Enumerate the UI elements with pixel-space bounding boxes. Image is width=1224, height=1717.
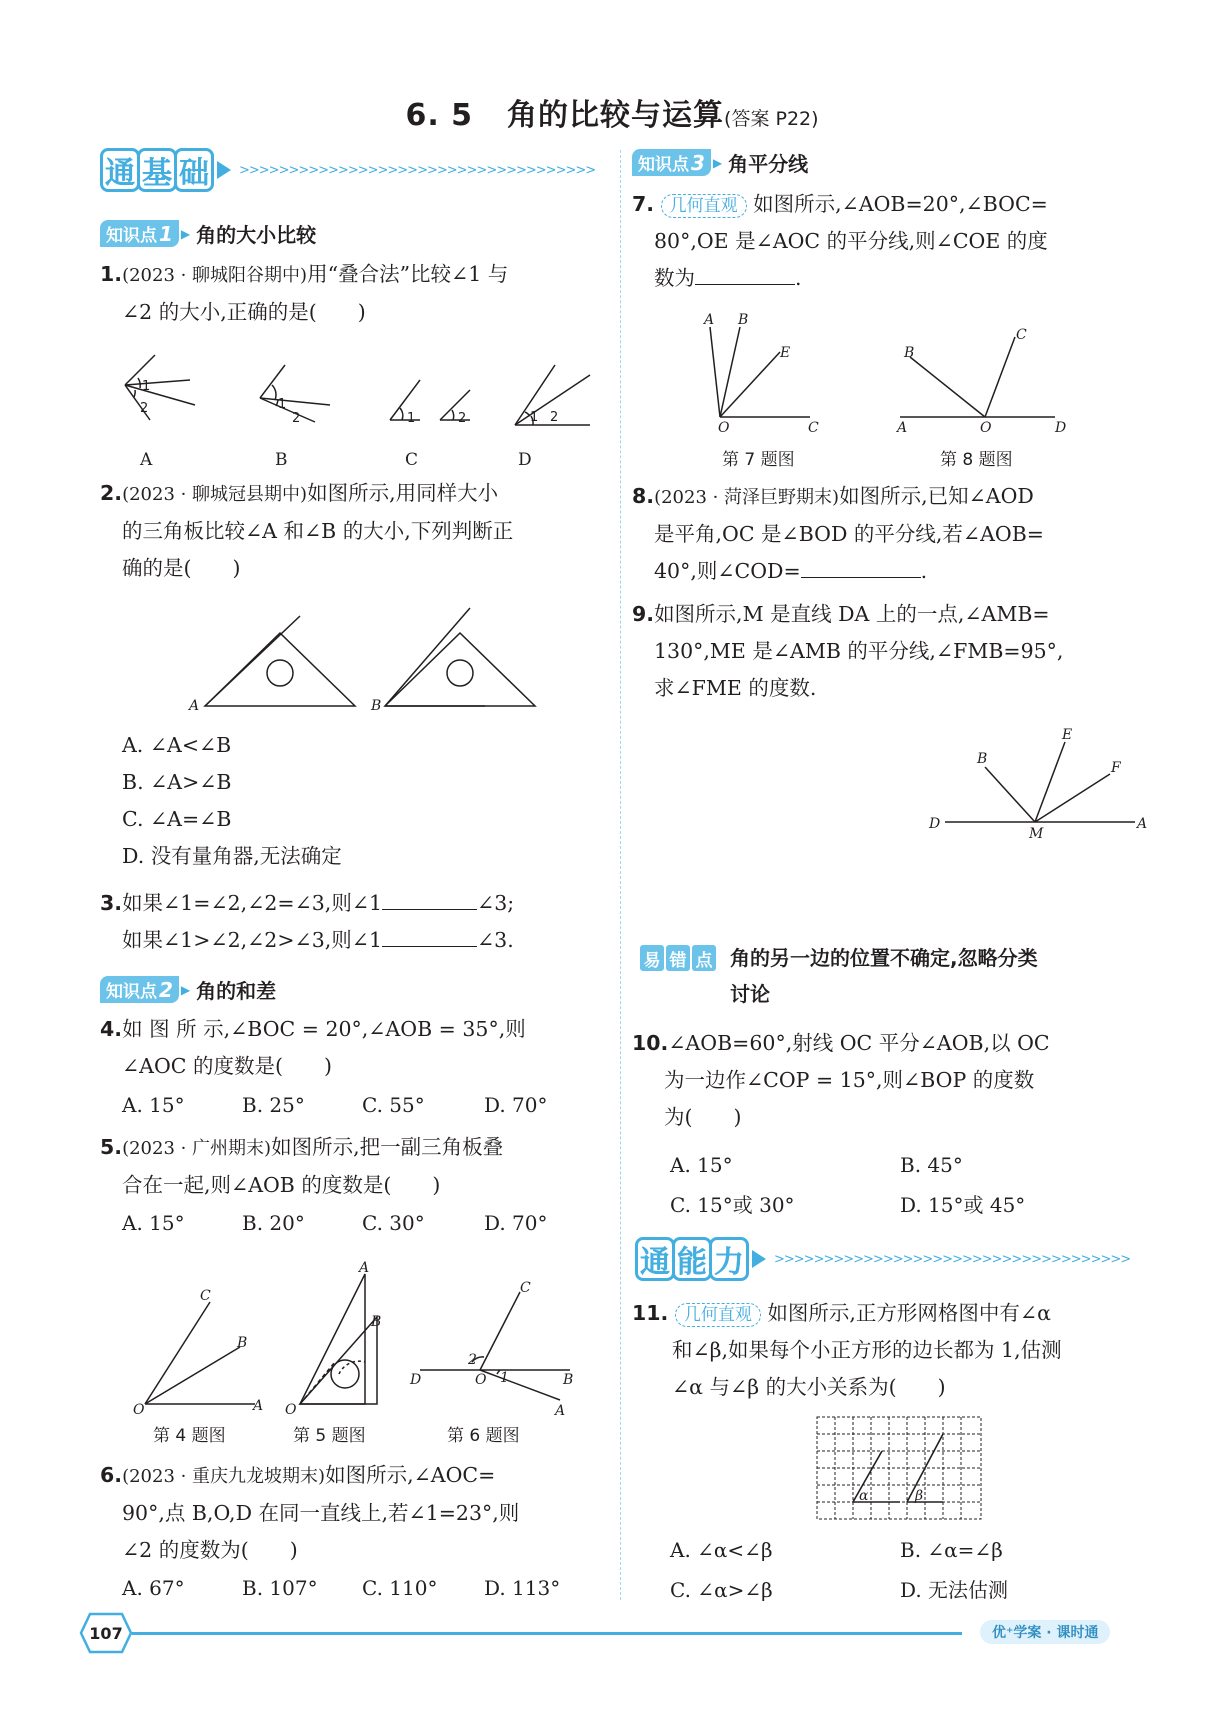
section-title: 角的比较与运算	[507, 98, 725, 133]
question-10	[632, 1025, 1142, 1136]
option-a[interactable]: A. 15°	[122, 1211, 185, 1235]
knowledge-point-1	[100, 219, 316, 248]
svg-text:O: O	[133, 1402, 145, 1418]
figure-caption: 第 4 题图	[153, 1426, 226, 1446]
q9-figure	[925, 722, 1148, 842]
question-text: 如图所示,把一副三角板叠	[271, 1135, 504, 1159]
q11-options	[670, 1530, 1008, 1610]
kp-number: 2	[159, 977, 173, 1002]
banner-char: 能	[672, 1237, 712, 1281]
question-text: 130°,ME 是∠AMB 的平分线,∠FMB=95°,	[654, 639, 1064, 663]
answer-reference: (答案 P22)	[724, 108, 819, 130]
svg-text:2: 2	[550, 410, 559, 425]
question-6	[100, 1457, 610, 1569]
option-b[interactable]: B. 25°	[242, 1093, 305, 1117]
q6-options	[122, 1576, 560, 1600]
figure-option-label: C	[405, 450, 419, 470]
play-arrow-icon: ▶	[180, 982, 191, 997]
brand-logo: 优⁺学案 · 课时通	[980, 1620, 1110, 1644]
question-text: 为一边作∠COP = 15°,则∠BOP 的度数	[664, 1068, 1035, 1092]
option-a[interactable]: A. 15°	[122, 1093, 185, 1117]
q1-figure	[120, 350, 610, 470]
question-text: 40°,则∠COD=	[654, 559, 801, 583]
kp-title: 角的大小比较	[196, 223, 317, 247]
q10-options	[670, 1145, 1025, 1225]
question-9	[632, 596, 1142, 707]
q5-options	[122, 1211, 548, 1235]
figures-7-8	[700, 312, 1080, 437]
banner-arrow-icon	[752, 1250, 766, 1268]
svg-text:1: 1	[142, 379, 151, 394]
svg-text:A: A	[253, 1398, 264, 1414]
svg-text:B: B	[371, 1314, 382, 1330]
option-d[interactable]: D. 15°或 45°	[900, 1193, 1026, 1217]
question-4	[100, 1011, 610, 1085]
question-source: (2023 · 聊城阳谷期中)	[122, 265, 308, 286]
svg-text:E: E	[1062, 727, 1073, 743]
question-text: ∠AOB=60°,射线 OC 平分∠AOB,以 OC	[668, 1031, 1050, 1055]
skill-tag: 几何直观	[661, 194, 747, 218]
svg-text:D: D	[410, 1372, 422, 1388]
question-text: 80°,OE 是∠AOC 的平分线,则∠COE 的度	[654, 229, 1048, 253]
svg-text:C: C	[200, 1288, 211, 1304]
svg-text:A: A	[189, 698, 200, 714]
svg-text:1: 1	[278, 397, 287, 412]
question-text: ∠2 的度数为( )	[122, 1538, 298, 1562]
question-source: (2023 · 重庆九龙坡期末)	[122, 1466, 326, 1487]
svg-text:β: β	[915, 1488, 924, 1504]
kp-tag	[632, 149, 711, 176]
question-number: 11.	[632, 1301, 669, 1325]
question-text: 如果∠1>∠2,∠2>∠3,则∠1	[122, 928, 382, 952]
page-number: 107	[89, 1624, 123, 1643]
banner-dots-decoration: >>>>>>>>>>>>>>>>>>>>>>>>>>>>>>>>>>>>	[239, 162, 596, 178]
question-11	[632, 1295, 1142, 1406]
answer-blank[interactable]	[382, 887, 477, 910]
question-source: (2023 · 广州期末)	[122, 1138, 272, 1159]
question-number: 4.	[100, 1017, 123, 1041]
question-text: ∠AOC 的度数是( )	[122, 1054, 332, 1078]
question-text: ∠α 与∠β 的大小关系为( )	[672, 1375, 946, 1399]
svg-text:E: E	[780, 345, 791, 361]
kp-title: 角平分线	[728, 152, 809, 176]
svg-text:B: B	[904, 345, 915, 361]
svg-text:2: 2	[292, 411, 301, 426]
error-prone-point	[640, 940, 1110, 1012]
play-arrow-icon: ▶	[712, 155, 723, 170]
answer-blank[interactable]	[801, 555, 921, 578]
skill-tag: 几何直观	[675, 1303, 761, 1327]
err-tag-char: 错	[666, 945, 690, 971]
svg-text:2: 2	[458, 411, 467, 426]
question-text: .	[920, 559, 928, 583]
svg-text:1: 1	[530, 410, 539, 425]
figure-caption: 第 8 题图	[940, 450, 1013, 470]
option-d[interactable]: D. 无法估测	[900, 1578, 1009, 1602]
q2-figure	[185, 598, 545, 713]
err-tag-char: 点	[692, 945, 716, 971]
page-number-badge	[80, 1612, 132, 1654]
option-b[interactable]: B. 107°	[242, 1576, 318, 1600]
question-2	[100, 475, 610, 587]
option-a[interactable]: A. 67°	[122, 1576, 185, 1600]
option-a[interactable]: A. ∠α<∠β	[670, 1538, 773, 1562]
kp-tag	[100, 220, 179, 247]
figure-option-label: A	[140, 450, 153, 470]
svg-text:1: 1	[407, 411, 416, 426]
question-text: 如图所示,已知∠AOD	[839, 484, 1034, 508]
svg-text:A: A	[359, 1260, 370, 1276]
question-7	[632, 186, 1142, 297]
question-text: 用“叠合法”比较∠1 与	[307, 262, 509, 286]
column-divider	[620, 150, 621, 1600]
svg-text:C: C	[1016, 327, 1027, 343]
play-arrow-icon: ▶	[180, 226, 191, 241]
svg-text:D: D	[1055, 420, 1067, 436]
question-text: 合在一起,则∠AOB 的度数是( )	[122, 1173, 441, 1197]
answer-blank[interactable]	[695, 262, 795, 285]
figure-caption: 第 6 题图	[447, 1426, 520, 1446]
question-text: 如图所示,正方形网格图中有∠α	[767, 1301, 1051, 1325]
svg-text:B: B	[237, 1335, 248, 1351]
figure-caption: 第 5 题图	[293, 1426, 366, 1446]
option-c[interactable]: C. ∠A=∠B	[122, 807, 232, 831]
question-number: 8.	[632, 484, 655, 508]
option-d[interactable]: D. 70°	[484, 1211, 548, 1235]
figures-4-5-6	[125, 1262, 585, 1422]
answer-blank[interactable]	[382, 924, 477, 947]
figure-option-label: D	[518, 450, 532, 470]
svg-text:2: 2	[468, 1352, 477, 1368]
question-number: 7.	[632, 192, 655, 216]
svg-text:B: B	[977, 751, 988, 767]
question-text: 如图所示,∠AOB=20°,∠BOC=	[753, 192, 1048, 216]
svg-text:A: A	[897, 420, 908, 436]
knowledge-point-2	[100, 975, 276, 1004]
question-text: 的三角板比较∠A 和∠B 的大小,下列判断正	[122, 519, 514, 543]
svg-text:O: O	[285, 1402, 297, 1418]
kp-number: 1	[159, 221, 173, 246]
figure-caption: 第 7 题图	[722, 450, 795, 470]
option-a[interactable]: A. ∠A<∠B	[122, 733, 232, 757]
banner-char: 础	[174, 148, 214, 192]
question-text: 如图所示,用同样大小	[307, 481, 499, 505]
svg-text:C: C	[520, 1280, 531, 1296]
banner-char: 通	[635, 1237, 675, 1281]
knowledge-point-3	[632, 148, 808, 177]
question-source: (2023 · 聊城冠县期中)	[122, 484, 308, 505]
svg-text:B: B	[371, 698, 382, 714]
svg-text:C: C	[808, 420, 819, 436]
svg-text:A: A	[704, 312, 715, 328]
question-text: 如 图 所 示,∠BOC = 20°,∠AOB = 35°,则	[122, 1017, 526, 1041]
question-1	[100, 256, 610, 331]
svg-text:M: M	[1029, 826, 1044, 842]
question-text: 确的是( )	[122, 556, 241, 580]
svg-text:A: A	[555, 1403, 566, 1419]
kp-title: 角的和差	[196, 979, 277, 1003]
question-text: 如图所示,∠AOC=	[325, 1463, 496, 1487]
question-text: ∠3;	[477, 891, 515, 915]
err-title: 角的另一边的位置不确定,忽略分类	[730, 946, 1038, 970]
question-text: 求∠FME 的度数.	[654, 676, 817, 700]
q11-grid-figure	[815, 1415, 985, 1525]
question-5	[100, 1129, 610, 1204]
question-source: (2023 · 菏泽巨野期末)	[654, 487, 840, 508]
svg-text:α: α	[859, 1488, 869, 1504]
option-b[interactable]: B. ∠A>∠B	[122, 770, 232, 794]
svg-text:2: 2	[140, 401, 149, 416]
option-c[interactable]: C. 55°	[362, 1093, 425, 1117]
banner-arrow-icon	[217, 161, 231, 179]
figure-option-label: B	[275, 450, 288, 470]
question-text: 为( )	[664, 1105, 742, 1129]
option-c[interactable]: C. ∠α>∠β	[670, 1578, 773, 1602]
option-b[interactable]: B. 45°	[900, 1153, 963, 1177]
question-text: 数为	[654, 266, 695, 290]
option-b[interactable]: B. ∠α=∠β	[900, 1538, 1003, 1562]
err-title: 讨论	[730, 982, 770, 1006]
option-d[interactable]: D. 没有量角器,无法确定	[122, 844, 342, 868]
banner-basic	[100, 148, 595, 192]
banner-char: 基	[137, 148, 177, 192]
option-b[interactable]: B. 20°	[242, 1211, 305, 1235]
question-3	[100, 885, 620, 959]
page-title	[0, 90, 1224, 134]
question-text: 90°,点 B,O,D 在同一直线上,若∠1=23°,则	[122, 1501, 520, 1525]
option-c[interactable]: C. 30°	[362, 1211, 425, 1235]
question-number: 10.	[632, 1031, 669, 1055]
question-text: .	[795, 266, 802, 290]
footer-line	[132, 1632, 962, 1635]
question-text: ∠2 的大小,正确的是( )	[122, 300, 366, 324]
option-d[interactable]: D. 113°	[484, 1576, 561, 1600]
option-a[interactable]: A. 15°	[670, 1153, 733, 1177]
question-number: 5.	[100, 1135, 123, 1159]
kp-label: 知识点	[638, 155, 689, 175]
svg-text:1: 1	[500, 1370, 509, 1386]
banner-dots-decoration: >>>>>>>>>>>>>>>>>>>>>>>>>>>>>>>>>>>>	[774, 1251, 1131, 1267]
svg-text:O: O	[475, 1372, 487, 1388]
section-number: 6. 5	[405, 98, 474, 133]
svg-text:F: F	[1111, 760, 1121, 776]
kp-label: 知识点	[106, 982, 157, 1002]
question-number: 6.	[100, 1463, 123, 1487]
q2-options	[122, 727, 342, 875]
question-text: 如果∠1=∠2,∠2=∠3,则∠1	[122, 891, 383, 915]
question-number: 1.	[100, 262, 123, 286]
svg-text:B: B	[563, 1372, 574, 1388]
kp-label: 知识点	[106, 226, 157, 246]
question-8	[632, 478, 1142, 590]
svg-text:D: D	[929, 816, 941, 832]
svg-text:A: A	[1137, 816, 1148, 832]
svg-text:B: B	[738, 312, 749, 328]
option-d[interactable]: D. 70°	[484, 1093, 548, 1117]
question-text: 和∠β,如果每个小正方形的边长都为 1,估测	[672, 1338, 1062, 1362]
question-number: 9.	[632, 602, 655, 626]
err-tag-char: 易	[640, 945, 664, 971]
question-text: 如图所示,M 是直线 DA 上的一点,∠AMB=	[654, 602, 1050, 626]
q4-options	[122, 1093, 548, 1117]
svg-text:O: O	[718, 420, 730, 436]
option-c[interactable]: C. 15°或 30°	[670, 1193, 795, 1217]
svg-text:O: O	[980, 420, 992, 436]
option-c[interactable]: C. 110°	[362, 1576, 438, 1600]
question-number: 3.	[100, 891, 123, 915]
banner-char: 力	[709, 1237, 749, 1281]
kp-tag	[100, 976, 179, 1003]
banner-char: 通	[100, 148, 140, 192]
question-text: ∠3.	[476, 928, 514, 952]
question-number: 2.	[100, 481, 123, 505]
kp-number: 3	[691, 150, 705, 175]
question-text: 是平角,OC 是∠BOD 的平分线,若∠AOB=	[654, 522, 1044, 546]
banner-ability	[635, 1237, 1130, 1281]
